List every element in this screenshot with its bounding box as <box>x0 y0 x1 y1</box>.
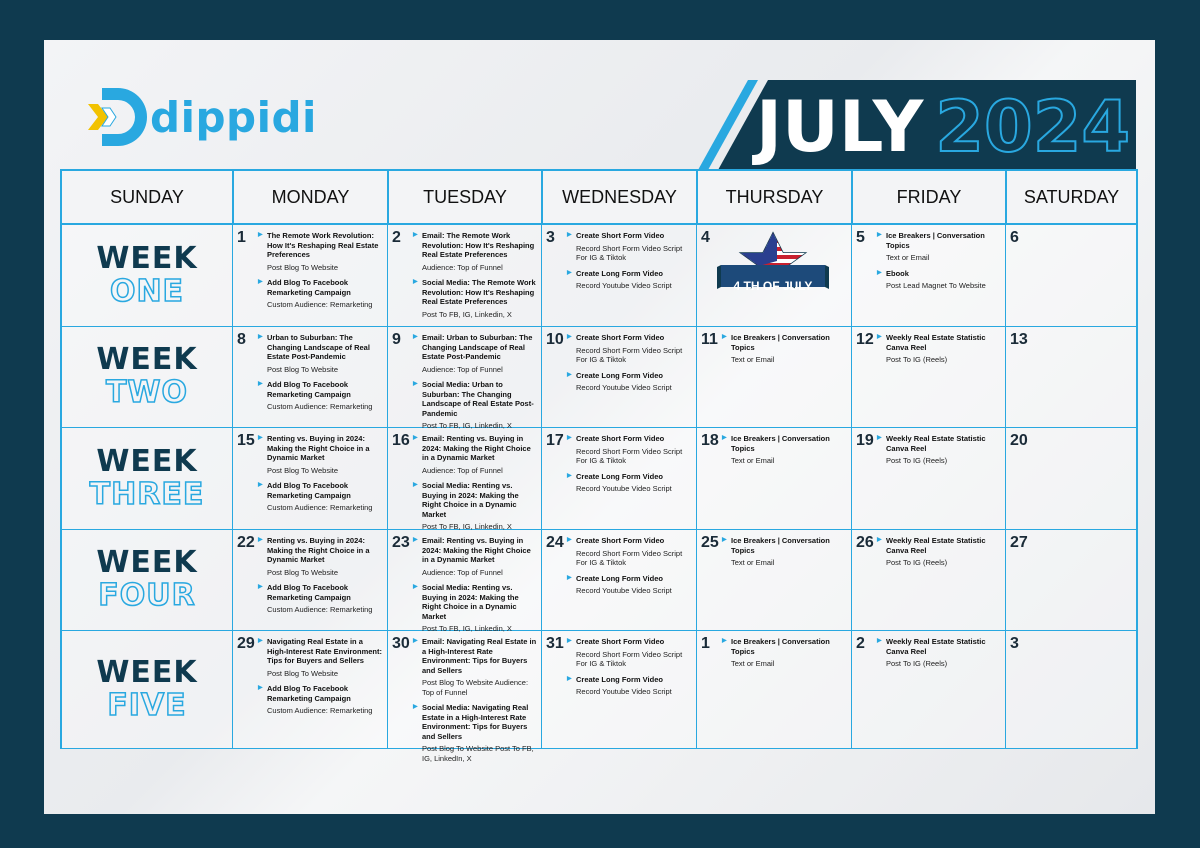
task-item[interactable] <box>576 371 692 393</box>
day-cell[interactable] <box>541 327 696 428</box>
brand-logo <box>82 84 317 150</box>
task-item[interactable] <box>267 583 383 615</box>
task-title: ▶ Renting vs. Buying in 2024: Making the Right Choice in a Dynamic Market <box>267 536 383 565</box>
task-title: ▶ Weekly Real Estate Statistic Canva Reel <box>886 637 1001 656</box>
task-list <box>731 333 847 371</box>
day-number: 13 <box>1010 331 1028 348</box>
task-item[interactable] <box>422 637 537 697</box>
task-item[interactable] <box>576 333 692 365</box>
task-list <box>576 333 692 399</box>
task-detail: Text or Email <box>886 253 930 262</box>
task-item[interactable] <box>267 481 383 513</box>
task-title: ▶ Create Long Form Video <box>576 574 692 584</box>
task-list <box>267 536 383 621</box>
task-item[interactable] <box>576 472 692 494</box>
task-list <box>267 637 383 722</box>
task-title: ▶ Social Media: Navigating Real Estate in a High-Interest Rate Environment: Tips for Buyers and Sellers <box>422 703 537 741</box>
day-number: 2 <box>392 229 401 246</box>
task-list <box>731 637 847 675</box>
task-detail: Text or Email <box>731 456 775 465</box>
day-cell[interactable] <box>232 225 387 327</box>
task-item[interactable] <box>422 583 537 634</box>
day-number: 12 <box>856 331 874 348</box>
calendar-sheet <box>44 40 1155 814</box>
task-item[interactable] <box>267 684 383 716</box>
task-item[interactable] <box>422 231 537 272</box>
task-item[interactable] <box>422 380 537 431</box>
task-detail: Post To FB, IG, Linkedin, X <box>422 309 512 319</box>
task-item[interactable] <box>886 637 1001 669</box>
task-detail: Post To FB, IG, Linkedin, X <box>422 522 512 531</box>
day-number: 22 <box>237 534 255 551</box>
task-detail: Custom Audience: Remarketing <box>267 706 373 715</box>
day-number: 19 <box>856 432 874 449</box>
task-detail: Text or Email <box>731 355 775 364</box>
task-list <box>886 637 1001 675</box>
day-number: 4 <box>701 229 710 246</box>
day-cell[interactable] <box>851 225 1005 327</box>
task-detail: Post To FB, IG, Linkedin, X <box>422 421 512 430</box>
task-item[interactable] <box>576 637 692 669</box>
day-number: 16 <box>392 432 410 449</box>
week-label-bottom: TWO <box>105 375 189 410</box>
task-detail: Post Blog To Website Audience: Top of Funnel <box>422 678 529 697</box>
task-list <box>422 637 537 769</box>
task-detail: Text or Email <box>731 659 775 668</box>
week-label-bottom: ONE <box>109 273 185 309</box>
day-cell[interactable] <box>1005 327 1138 428</box>
week-label-bottom: THREE <box>89 476 205 512</box>
task-title: ▶ Create Long Form Video <box>576 371 692 381</box>
task-detail: Custom Audience: Remarketing <box>267 503 373 512</box>
task-title: ▶ Create Long Form Video <box>576 472 692 482</box>
task-title: ▶ Social Media: The Remote Work Revolution: How It's Reshaping Real Estate Preferences <box>422 278 537 307</box>
day-cell[interactable] <box>387 327 541 428</box>
task-title: ▶ Create Short Form Video <box>576 333 692 343</box>
task-title: ▶ Renting vs. Buying in 2024: Making the Right Choice in a Dynamic Market <box>267 434 383 463</box>
day-number: 17 <box>546 432 564 449</box>
task-title: ▶ Create Short Form Video <box>576 536 692 546</box>
task-list <box>422 434 537 538</box>
day-cell[interactable] <box>851 530 1005 631</box>
task-item[interactable] <box>422 333 537 374</box>
task-detail: Post To IG (Reels) <box>886 456 948 465</box>
day-number: 1 <box>237 229 246 246</box>
task-title: ▶ Email: Urban to Suburban: The Changing Landscape of Real Estate Post-Pandemic <box>422 333 537 362</box>
task-list <box>886 434 1001 472</box>
task-item[interactable] <box>731 333 847 365</box>
task-title: ▶ Ice Breakers | Conversation Topics <box>731 637 847 656</box>
week-label-cell <box>60 428 232 530</box>
day-cell[interactable] <box>696 327 851 428</box>
week-label-cell <box>60 631 232 749</box>
task-item[interactable] <box>731 536 847 568</box>
task-item[interactable] <box>267 278 383 310</box>
day-header-sunday: SUNDAY <box>60 169 232 225</box>
task-item[interactable] <box>576 231 692 263</box>
day-cell[interactable] <box>232 327 387 428</box>
task-title: ▶ Ice Breakers | Conversation Topics <box>731 333 847 352</box>
day-number: 18 <box>701 432 719 449</box>
day-cell[interactable] <box>541 631 696 749</box>
task-detail: Post Blog To Website <box>267 465 339 475</box>
brand-name: dippidi <box>150 92 317 142</box>
day-cell[interactable] <box>232 428 387 530</box>
task-item[interactable] <box>576 269 692 291</box>
task-list <box>731 434 847 472</box>
week-label-bottom: FIVE <box>107 687 187 723</box>
task-title: ▶ Ice Breakers | Conversation Topics <box>731 434 847 453</box>
day-cell[interactable] <box>541 428 696 530</box>
task-list <box>886 333 1001 371</box>
task-item[interactable] <box>576 536 692 568</box>
day-number: 25 <box>701 534 719 551</box>
day-number: 1 <box>701 635 710 652</box>
task-list <box>267 231 383 316</box>
week-label-top: WEEK <box>96 545 198 580</box>
day-header-tuesday: TUESDAY <box>387 169 541 225</box>
task-title: ▶ Create Short Form Video <box>576 231 692 241</box>
task-title: ▶ Navigating Real Estate in a High-Interest Rate Environment: Tips for Buyers and Sellers <box>267 637 383 666</box>
day-cell[interactable] <box>851 631 1005 749</box>
task-list <box>576 231 692 297</box>
task-list <box>422 333 537 437</box>
task-detail: Post Lead Magnet To Website <box>886 281 986 290</box>
day-header-wednesday: WEDNESDAY <box>541 169 696 225</box>
task-list <box>576 434 692 500</box>
task-detail: Post Blog To Website <box>267 567 339 577</box>
day-number: 2 <box>856 635 865 652</box>
day-cell[interactable] <box>541 530 696 631</box>
day-number: 23 <box>392 534 410 551</box>
task-detail: Post Blog To Website Post To FB, IG, LinkedIn, X <box>422 744 534 763</box>
task-title: ▶ Weekly Real Estate Statistic Canva Reel <box>886 434 1001 453</box>
task-item[interactable] <box>576 434 692 466</box>
day-number: 29 <box>237 635 255 652</box>
task-detail: Custom Audience: Remarketing <box>267 300 373 309</box>
task-detail: Record Short Form Video Script For IG & Tiktok <box>576 649 683 668</box>
task-title: ▶ Email: Navigating Real Estate in a High-Interest Rate Environment: Tips for Buyers and Sellers <box>422 637 537 675</box>
task-detail: Post To FB, IG, Linkedin, X <box>422 624 512 633</box>
task-title: ▶ Create Short Form Video <box>576 637 692 647</box>
holiday-label: 4 TH OF JULY <box>733 279 813 293</box>
task-detail: Record Short Form Video Script For IG & Tiktok <box>576 345 683 364</box>
task-item[interactable] <box>886 434 1001 466</box>
month-label: JULY <box>756 86 924 168</box>
task-list <box>267 434 383 519</box>
task-detail: Record Youtube Video Script <box>576 281 672 290</box>
day-number: 3 <box>546 229 555 246</box>
day-number: 10 <box>546 331 564 348</box>
dippidi-logo-icon <box>82 84 148 150</box>
day-cell[interactable] <box>1005 225 1138 327</box>
task-list <box>576 637 692 703</box>
task-title: ▶ Create Short Form Video <box>576 434 692 444</box>
day-number: 5 <box>856 229 865 246</box>
task-item[interactable] <box>422 434 537 475</box>
task-list <box>422 536 537 640</box>
task-item[interactable] <box>422 536 537 577</box>
task-detail: Record Short Form Video Script For IG & Tiktok <box>576 446 683 465</box>
task-title: ▶ Email: Renting vs. Buying in 2024: Making the Right Choice in a Dynamic Market <box>422 536 537 565</box>
task-item[interactable] <box>731 434 847 466</box>
task-item[interactable] <box>422 703 537 763</box>
week-label-top: WEEK <box>96 443 198 479</box>
day-number: 6 <box>1010 229 1019 246</box>
task-title: ▶ Add Blog To Facebook Remarketing Campaign <box>267 684 383 703</box>
task-title: ▶ Social Media: Urban to Suburban: The Changing Landscape of Real Estate Post-Pandemic <box>422 380 537 418</box>
day-cell[interactable] <box>387 428 541 530</box>
week-label-top: WEEK <box>96 654 198 690</box>
task-detail: Custom Audience: Remarketing <box>267 605 373 614</box>
task-list <box>886 536 1001 574</box>
task-title: ▶ Email: The Remote Work Revolution: How It's Reshaping Real Estate Preferences <box>422 231 537 260</box>
day-header-monday: MONDAY <box>232 169 387 225</box>
task-item[interactable] <box>422 278 537 319</box>
task-item[interactable] <box>886 231 1001 263</box>
task-item[interactable] <box>576 574 692 596</box>
day-cell[interactable] <box>1005 530 1138 631</box>
task-item[interactable] <box>576 675 692 697</box>
task-list <box>731 536 847 574</box>
day-number: 24 <box>546 534 564 551</box>
day-number: 8 <box>237 331 246 348</box>
task-detail: Audience: Top of Funnel <box>422 262 503 272</box>
task-item[interactable] <box>886 536 1001 568</box>
day-number: 31 <box>546 635 564 652</box>
task-item[interactable] <box>422 481 537 532</box>
task-detail: Record Youtube Video Script <box>576 383 672 392</box>
day-cell[interactable] <box>696 428 851 530</box>
day-header-thursday: THURSDAY <box>696 169 851 225</box>
day-cell[interactable] <box>851 327 1005 428</box>
task-list <box>267 333 383 418</box>
week-label-cell <box>60 530 232 631</box>
task-title: ▶ Social Media: Renting vs. Buying in 2024: Making the Right Choice in a Dynamic Market <box>422 481 537 519</box>
day-number: 11 <box>701 331 718 348</box>
day-cell[interactable] <box>696 530 851 631</box>
day-header-friday: FRIDAY <box>851 169 1005 225</box>
task-title: ▶ Email: Renting vs. Buying in 2024: Making the Right Choice in a Dynamic Market <box>422 434 537 463</box>
day-cell[interactable] <box>1005 428 1138 530</box>
week-label-top: WEEK <box>96 240 198 276</box>
week-label-bottom: FOUR <box>98 578 196 613</box>
task-title: ▶ Add Blog To Facebook Remarketing Campaign <box>267 278 383 297</box>
task-title: ▶ Create Long Form Video <box>576 675 692 685</box>
day-cell[interactable] <box>851 428 1005 530</box>
task-detail: Custom Audience: Remarketing <box>267 402 373 411</box>
day-cell[interactable] <box>232 530 387 631</box>
task-title: ▶ Weekly Real Estate Statistic Canva Reel <box>886 536 1001 555</box>
task-item[interactable] <box>886 333 1001 365</box>
day-header-saturday: SATURDAY <box>1005 169 1138 225</box>
day-cell[interactable] <box>232 631 387 749</box>
task-title: ▶ Add Blog To Facebook Remarketing Campaign <box>267 380 383 399</box>
task-detail: Record Youtube Video Script <box>576 586 672 595</box>
day-cell[interactable] <box>696 631 851 749</box>
day-cell[interactable] <box>696 225 851 327</box>
task-detail: Audience: Top of Funnel <box>422 364 503 374</box>
task-item[interactable] <box>267 380 383 412</box>
week-label-cell <box>60 327 232 428</box>
task-item[interactable] <box>267 536 383 577</box>
task-item[interactable] <box>731 637 847 669</box>
day-number: 15 <box>237 432 255 449</box>
day-cell[interactable] <box>541 225 696 327</box>
task-title: ▶ Ice Breakers | Conversation Topics <box>731 536 847 555</box>
task-title: ▶ Social Media: Renting vs. Buying in 2024: Making the Right Choice in a Dynamic Market <box>422 583 537 621</box>
task-title: ▶ Create Long Form Video <box>576 269 692 279</box>
task-title: ▶ Urban to Suburban: The Changing Landscape of Real Estate Post-Pandemic <box>267 333 383 362</box>
week-label-cell <box>60 225 232 327</box>
year-label: 2024 <box>935 86 1131 168</box>
page-title <box>756 84 1130 170</box>
task-title: ▶ Add Blog To Facebook Remarketing Campaign <box>267 583 383 602</box>
task-title: ▶ Add Blog To Facebook Remarketing Campaign <box>267 481 383 500</box>
task-detail: Record Youtube Video Script <box>576 484 672 493</box>
task-title: ▶ Weekly Real Estate Statistic Canva Reel <box>886 333 1001 352</box>
day-cell[interactable] <box>387 225 541 327</box>
task-item[interactable] <box>886 269 1001 291</box>
task-list <box>576 536 692 602</box>
task-detail: Post To IG (Reels) <box>886 558 948 567</box>
task-detail: Post To IG (Reels) <box>886 355 948 364</box>
day-cell[interactable] <box>387 631 541 763</box>
day-number: 26 <box>856 534 874 551</box>
task-list <box>422 231 537 325</box>
task-item[interactable] <box>267 333 383 374</box>
task-title: ▶ Ebook <box>886 269 1001 279</box>
task-detail: Post Blog To Website <box>267 262 339 272</box>
task-list <box>886 231 1001 297</box>
task-detail: Post Blog To Website <box>267 364 339 374</box>
task-item[interactable] <box>267 231 383 272</box>
day-cell[interactable] <box>387 530 541 631</box>
task-detail: Post Blog To Website <box>267 668 339 678</box>
task-detail: Record Short Form Video Script For IG & Tiktok <box>576 548 683 567</box>
task-detail: Audience: Top of Funnel <box>422 465 503 475</box>
task-item[interactable] <box>267 434 383 475</box>
task-detail: Audience: Top of Funnel <box>422 567 503 577</box>
task-title: ▶ Ice Breakers | Conversation Topics <box>886 231 1001 250</box>
task-item[interactable] <box>267 637 383 678</box>
day-number: 3 <box>1010 635 1019 652</box>
day-number: 20 <box>1010 432 1028 449</box>
day-number: 9 <box>392 331 401 348</box>
task-detail: Text or Email <box>731 558 775 567</box>
calendar-grid <box>60 169 1138 763</box>
day-cell[interactable] <box>1005 631 1138 749</box>
task-detail: Record Youtube Video Script <box>576 687 672 696</box>
task-detail: Post To IG (Reels) <box>886 659 948 668</box>
day-number: 30 <box>392 635 410 652</box>
day-number: 27 <box>1010 534 1028 551</box>
task-detail: Record Short Form Video Script For IG & Tiktok <box>576 243 683 262</box>
week-label-top: WEEK <box>96 342 198 377</box>
task-title: ▶ The Remote Work Revolution: How It's Reshaping Real Estate Preferences <box>267 231 383 260</box>
